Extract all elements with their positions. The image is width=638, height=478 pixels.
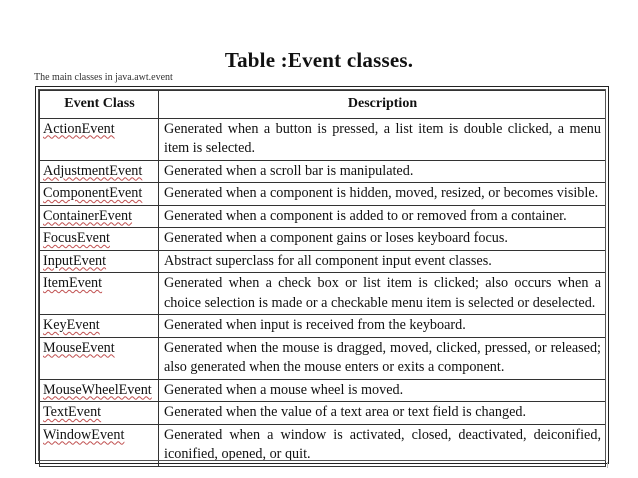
event-classes-table [39, 90, 606, 467]
table-row [40, 228, 606, 251]
description-cell: Generated when a component gains or loses keyboard focus. [159, 228, 606, 251]
event-class-cell: KeyEvent [40, 315, 159, 338]
event-class-cell: TextEvent [40, 402, 159, 425]
table-body [40, 118, 606, 466]
page-title: Table :Event classes. [224, 48, 414, 72]
event-class-cell: ActionEvent [40, 118, 159, 160]
event-class-cell: FocusEvent [40, 228, 159, 251]
event-class-cell: MouseWheelEvent [40, 379, 159, 402]
event-class-cell: InputEvent [40, 250, 159, 273]
description-cell: Generated when the value of a text area or text field is changed. [159, 402, 606, 425]
description-cell: Generated when a check box or list item is clicked; also occurs when a choice selection is made or a checkable menu item is selected or deselected. [159, 273, 606, 315]
table-row [40, 424, 606, 466]
column-header-event-class: Event Class [40, 91, 159, 119]
description-cell: Generated when input is received from the keyboard. [159, 315, 606, 338]
table-header [40, 91, 606, 119]
description-cell: Generated when the mouse is dragged, moved, clicked, pressed, or released; also generated when the mouse enters or exits a component. [159, 337, 606, 379]
event-class-cell: ItemEvent [40, 273, 159, 315]
table-row [40, 183, 606, 206]
event-classes-table-frame [35, 86, 609, 464]
table-row [40, 402, 606, 425]
event-class-cell: WindowEvent [40, 424, 159, 466]
event-class-cell: AdjustmentEvent [40, 160, 159, 183]
table-row [40, 250, 606, 273]
table-row [40, 273, 606, 315]
event-class-cell: ComponentEvent [40, 183, 159, 206]
table-row [40, 337, 606, 379]
cropped-caption [34, 72, 394, 84]
table-header-row [40, 91, 606, 119]
table-row [40, 118, 606, 160]
event-class-cell: ContainerEvent [40, 205, 159, 228]
table-row [40, 315, 606, 338]
edge-mark [607, 462, 611, 468]
description-cell: Generated when a mouse wheel is moved. [159, 379, 606, 402]
cropped-caption-text: The main classes in java.awt.event [34, 72, 173, 83]
description-cell: Generated when a component is hidden, moved, resized, or becomes visible. [159, 183, 606, 206]
column-header-description: Description [159, 91, 606, 119]
description-cell: Abstract superclass for all component input event classes. [159, 250, 606, 273]
description-cell: Generated when a window is activated, closed, deactivated, deiconified, iconified, opened, or quit. [159, 424, 606, 466]
event-class-cell: MouseEvent [40, 337, 159, 379]
description-cell: Generated when a component is added to or removed from a container. [159, 205, 606, 228]
table-row [40, 205, 606, 228]
table-row [40, 379, 606, 402]
description-cell: Generated when a scroll bar is manipulated. [159, 160, 606, 183]
table-row [40, 160, 606, 183]
description-cell: Generated when a button is pressed, a list item is double clicked, a menu item is selected. [159, 118, 606, 160]
